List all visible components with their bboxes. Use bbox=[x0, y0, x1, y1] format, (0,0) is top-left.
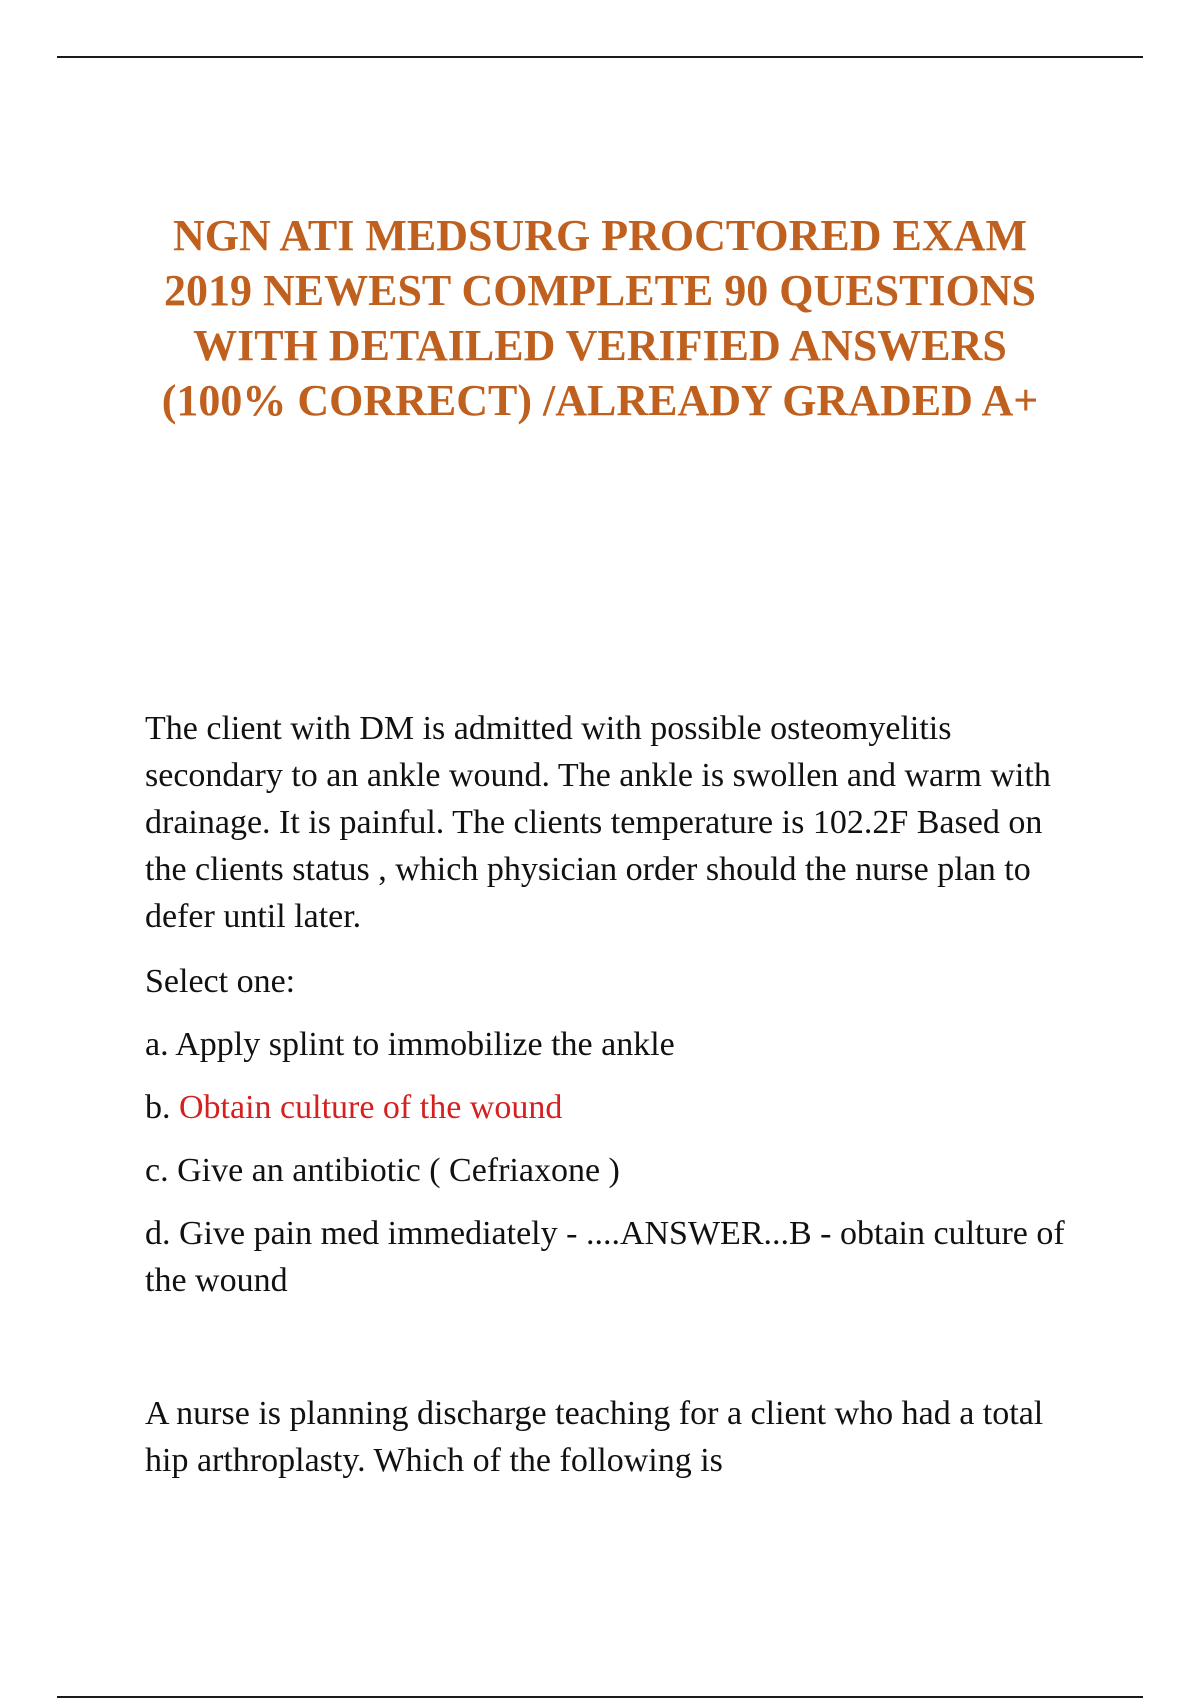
option-letter: c. bbox=[145, 1152, 169, 1189]
option-a bbox=[145, 1021, 1065, 1068]
option-text: Give pain med immediately - ....ANSWER...B - obtain culture of the wound bbox=[145, 1215, 1065, 1299]
document-title bbox=[100, 208, 1100, 428]
bottom-rule bbox=[57, 1696, 1143, 1698]
option-d bbox=[145, 1210, 1065, 1304]
top-rule bbox=[57, 56, 1143, 58]
title-line: WITH DETAILED VERIFIED ANSWERS bbox=[193, 321, 1007, 370]
option-letter: d. bbox=[145, 1215, 171, 1252]
select-prompt: Select one: bbox=[145, 963, 296, 1000]
question-2-text: A nurse is planning discharge teaching for a client who had a total hip arthroplasty. Which of the following is bbox=[145, 1395, 1044, 1479]
option-c bbox=[145, 1147, 1065, 1194]
title-line: (100% CORRECT) /ALREADY GRADED A+ bbox=[161, 376, 1039, 425]
option-text-highlighted: Obtain culture of the wound bbox=[179, 1089, 563, 1126]
option-letter: b. bbox=[145, 1089, 171, 1126]
option-text: Give an antibiotic ( Cefriaxone ) bbox=[177, 1152, 620, 1189]
title-line: 2019 NEWEST COMPLETE 90 QUESTIONS bbox=[163, 266, 1037, 315]
question-1-text: The client with DM is admitted with possible osteomyelitis secondary to an ankle wound. The ankle is swollen and warm with drainage. It is painful. The clients temperature is 102.2F Based on the clients status , which physician order should the nurse plan to defer until later. bbox=[145, 710, 1051, 935]
title-line: NGN ATI MEDSURG PROCTORED EXAM bbox=[173, 211, 1027, 260]
option-b bbox=[145, 1084, 1065, 1131]
option-letter: a. bbox=[145, 1026, 169, 1063]
document-body bbox=[145, 705, 1065, 1484]
option-text: Apply splint to immobilize the ankle bbox=[175, 1026, 675, 1063]
